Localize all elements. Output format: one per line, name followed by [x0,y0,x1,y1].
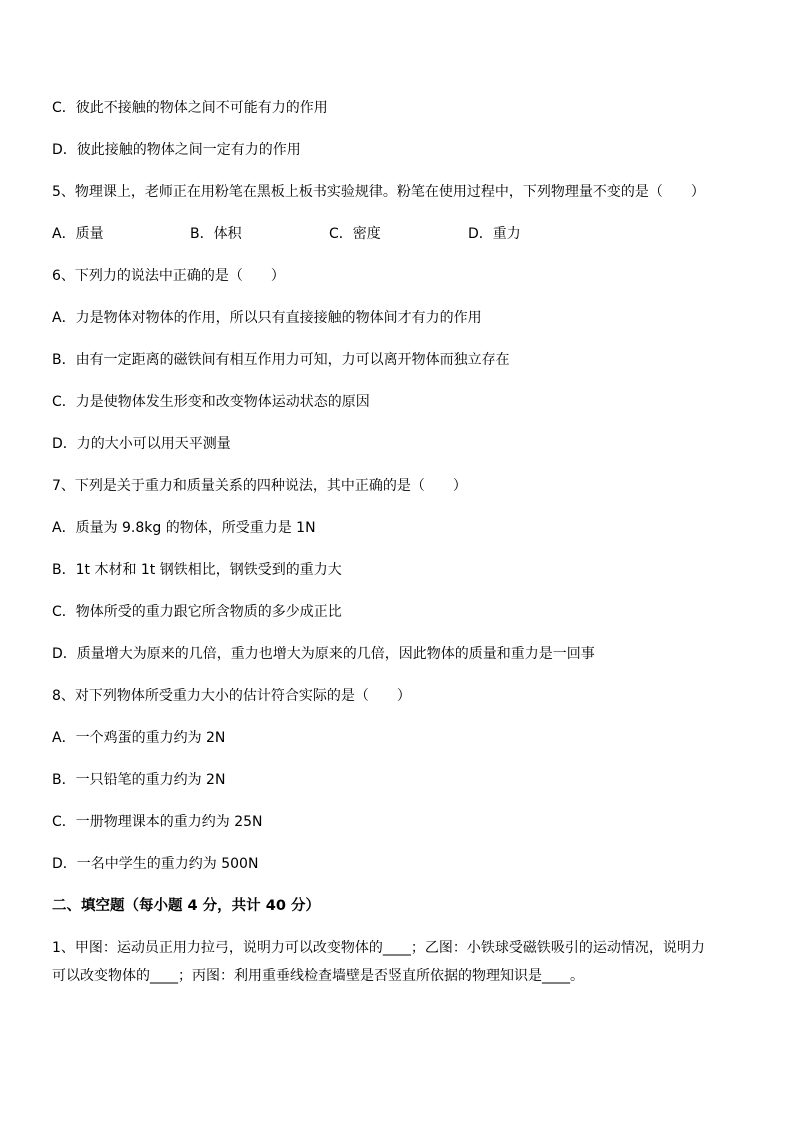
q8-option-a: A．一个鸡蛋的重力约为 2N [52,730,226,746]
q7-option-d: D．质量增大为原来的几倍，重力也增大为原来的几倍，因此物体的质量和重力是一回事 [52,646,595,662]
q6-option-c: C．力是使物体发生形变和改变物体运动状态的原因 [52,394,370,410]
q8-option-b: B．一只铅笔的重力约为 2N [52,772,226,788]
q4-option-d: D．彼此接触的物体之间一定有力的作用 [52,142,301,158]
q4-option-c: C．彼此不接触的物体之间不可能有力的作用 [52,100,328,116]
q5-option-c: C．密度 [329,226,381,242]
q7-option-b: B．1t 木材和 1t 钢铁相比，钢铁受到的重力大 [52,562,342,578]
q7-option-c: C．物体所受的重力跟它所含物质的多少成正比 [52,604,342,620]
q7-stem: 7、下列是关于重力和质量关系的四种说法，其中正确的是（ ） [52,478,467,494]
q6-stem: 6、下列力的说法中正确的是（ ） [52,268,285,284]
q7-option-a: A．质量为 9.8kg 的物体，所受重力是 1N [52,520,316,536]
q6-option-d: D．力的大小可以用天平测量 [52,436,231,452]
section-heading: 二、填空题（每小题 4 分，共计 40 分） [52,898,320,914]
q5-options-row [52,224,772,244]
q6-option-b: B．由有一定距离的磁铁间有相互作用力可知，力可以离开物体而独立存在 [52,352,510,368]
q8-stem: 8、对下列物体所受重力大小的估计符合实际的是（ ） [52,688,411,704]
q5-option-a: A．质量 [52,226,104,242]
q8-option-c: C．一册物理课本的重力约为 25N [52,814,263,830]
q5-option-d: D．重力 [468,226,521,242]
q6-option-a: A．力是物体对物体的作用，所以只有直接接触的物体间才有力的作用 [52,310,482,326]
fill1-line2: 可以改变物体的____；丙图：利用重垂线检查墙壁是否竖直所依据的物理知识是____。 [52,968,584,984]
q5-stem: 5、物理课上，老师正在用粉笔在黑板上板书实验规律。粉笔在使用过程中，下列物理量不变的是（ ） [52,184,705,200]
q5-option-b: B．体积 [190,226,242,242]
fill1-line1: 1、甲图：运动员正用力拉弓，说明力可以改变物体的____；乙图：小铁球受磁铁吸引的运动情况，说明力 [52,940,705,956]
q8-option-d: D．一名中学生的重力约为 500N [52,856,259,872]
